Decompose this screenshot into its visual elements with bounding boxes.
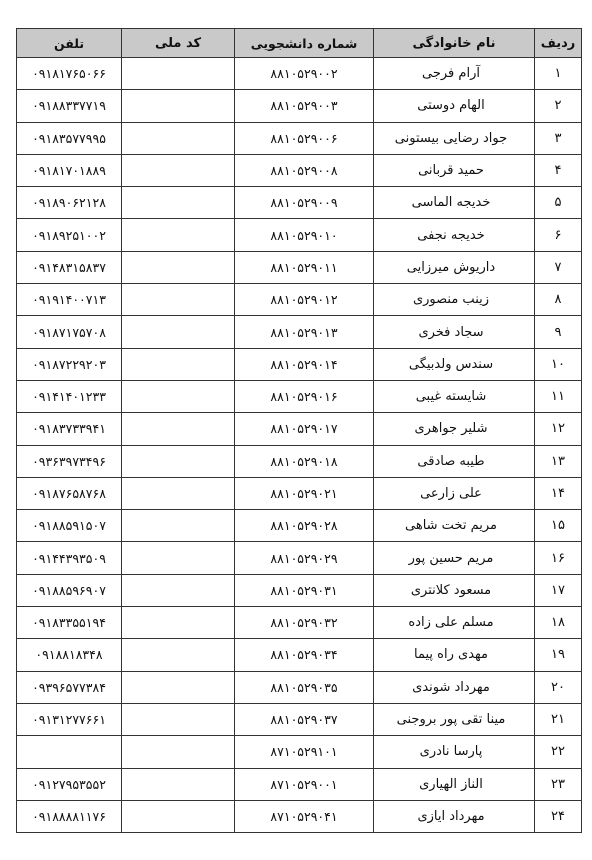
- cell-row-number: ۹: [535, 316, 582, 348]
- table-row: [17, 58, 582, 90]
- cell-student-number: ۸۸۱۰۵۲۹۰۰۸: [235, 154, 374, 186]
- cell-student-number: ۸۸۱۰۵۲۹۰۱۳: [235, 316, 374, 348]
- cell-row-number: ۳: [535, 122, 582, 154]
- cell-phone: ۰۹۳۹۶۵۷۷۳۸۴: [17, 671, 122, 703]
- table-row: [17, 510, 582, 542]
- cell-family-name: مهرداد شوندی: [374, 671, 535, 703]
- cell-national-id: [122, 639, 235, 671]
- cell-national-id: [122, 58, 235, 90]
- cell-row-number: ۴: [535, 154, 582, 186]
- cell-national-id: [122, 90, 235, 122]
- student-roster-sheet: [16, 28, 576, 833]
- table-row: [17, 154, 582, 186]
- cell-phone: ۰۹۱۸۳۵۷۷۹۹۵: [17, 122, 122, 154]
- cell-student-number: ۸۸۱۰۵۲۹۰۰۶: [235, 122, 374, 154]
- cell-family-name: حمید قربانی: [374, 154, 535, 186]
- cell-phone: ۰۹۱۴۱۴۰۱۲۳۳: [17, 380, 122, 412]
- cell-student-number: ۸۸۱۰۵۲۹۰۰۲: [235, 58, 374, 90]
- cell-phone: ۰۹۱۸۷۶۵۸۷۶۸: [17, 477, 122, 509]
- cell-student-number: ۸۷۱۰۵۲۹۰۴۱: [235, 800, 374, 832]
- header-national-id: کد ملی: [122, 29, 235, 58]
- header-phone: تلفن: [17, 29, 122, 58]
- cell-student-number: ۸۸۱۰۵۲۹۰۱۰: [235, 219, 374, 251]
- cell-phone: ۰۹۱۸۸۳۳۷۷۱۹: [17, 90, 122, 122]
- cell-family-name: زینب منصوری: [374, 284, 535, 316]
- cell-family-name: مهدی راه پیما: [374, 639, 535, 671]
- cell-family-name: سجاد فخری: [374, 316, 535, 348]
- header-student-number: شماره دانشجویی: [235, 29, 374, 58]
- cell-family-name: داریوش میرزایی: [374, 251, 535, 283]
- table-row: [17, 316, 582, 348]
- cell-row-number: ۵: [535, 187, 582, 219]
- cell-phone: ۰۹۱۸۳۷۳۳۹۴۱: [17, 413, 122, 445]
- cell-national-id: [122, 703, 235, 735]
- table-row: [17, 187, 582, 219]
- cell-student-number: ۸۸۱۰۵۲۹۰۱۱: [235, 251, 374, 283]
- table-header: [17, 29, 582, 58]
- cell-row-number: ۶: [535, 219, 582, 251]
- table-row: [17, 607, 582, 639]
- table-row: [17, 477, 582, 509]
- cell-student-number: ۸۸۱۰۵۲۹۰۱۶: [235, 380, 374, 412]
- header-row: [17, 29, 582, 58]
- cell-national-id: [122, 316, 235, 348]
- cell-row-number: ۱۴: [535, 477, 582, 509]
- cell-student-number: ۸۸۱۰۵۲۹۰۲۹: [235, 542, 374, 574]
- cell-family-name: علی زارعی: [374, 477, 535, 509]
- cell-row-number: ۲۳: [535, 768, 582, 800]
- table-row: [17, 736, 582, 768]
- cell-phone: ۰۹۱۸۹۰۶۲۱۲۸: [17, 187, 122, 219]
- table-row: [17, 703, 582, 735]
- cell-national-id: [122, 122, 235, 154]
- cell-student-number: ۸۸۱۰۵۲۹۰۲۸: [235, 510, 374, 542]
- cell-family-name: طیبه صادقی: [374, 445, 535, 477]
- cell-national-id: [122, 187, 235, 219]
- cell-family-name: الناز الهیاری: [374, 768, 535, 800]
- cell-phone: ۰۹۱۸۸۱۸۳۴۸: [17, 639, 122, 671]
- cell-row-number: ۲: [535, 90, 582, 122]
- cell-student-number: ۸۸۱۰۵۲۹۰۱۴: [235, 348, 374, 380]
- cell-family-name: مینا تقی پور بروجنی: [374, 703, 535, 735]
- cell-row-number: ۱۰: [535, 348, 582, 380]
- table-row: [17, 671, 582, 703]
- cell-phone: ۰۹۱۸۷۱۷۵۷۰۸: [17, 316, 122, 348]
- cell-student-number: ۸۷۱۰۵۲۹۱۰۱: [235, 736, 374, 768]
- cell-student-number: ۸۸۱۰۵۲۹۰۰۳: [235, 90, 374, 122]
- cell-phone: ۰۹۳۶۳۹۷۳۴۹۶: [17, 445, 122, 477]
- cell-student-number: ۸۸۱۰۵۲۹۰۳۲: [235, 607, 374, 639]
- cell-national-id: [122, 348, 235, 380]
- table-row: [17, 122, 582, 154]
- cell-national-id: [122, 251, 235, 283]
- cell-row-number: ۲۱: [535, 703, 582, 735]
- cell-row-number: ۱۷: [535, 574, 582, 606]
- table-row: [17, 639, 582, 671]
- cell-family-name: شلیر جواهری: [374, 413, 535, 445]
- cell-row-number: ۱: [535, 58, 582, 90]
- cell-row-number: ۲۲: [535, 736, 582, 768]
- cell-national-id: [122, 510, 235, 542]
- table-row: [17, 768, 582, 800]
- cell-phone: ۰۹۱۸۱۷۶۵۰۶۶: [17, 58, 122, 90]
- cell-national-id: [122, 477, 235, 509]
- cell-student-number: ۸۸۱۰۵۲۹۰۳۴: [235, 639, 374, 671]
- cell-phone: ۰۹۱۹۱۴۰۰۷۱۳: [17, 284, 122, 316]
- cell-national-id: [122, 574, 235, 606]
- cell-row-number: ۸: [535, 284, 582, 316]
- cell-phone: ۰۹۱۸۸۸۸۱۱۷۶: [17, 800, 122, 832]
- cell-row-number: ۱۲: [535, 413, 582, 445]
- cell-row-number: ۱۱: [535, 380, 582, 412]
- cell-student-number: ۸۸۱۰۵۲۹۰۱۸: [235, 445, 374, 477]
- cell-phone: ۰۹۱۲۷۹۵۳۵۵۲: [17, 768, 122, 800]
- cell-family-name: مهرداد ایازی: [374, 800, 535, 832]
- cell-national-id: [122, 671, 235, 703]
- cell-family-name: جواد رضایی بیستونی: [374, 122, 535, 154]
- cell-national-id: [122, 768, 235, 800]
- cell-family-name: سندس ولدبیگی: [374, 348, 535, 380]
- cell-national-id: [122, 413, 235, 445]
- table-row: [17, 574, 582, 606]
- cell-phone: ۰۹۱۳۱۲۷۷۶۶۱: [17, 703, 122, 735]
- cell-family-name: مسعود کلانتری: [374, 574, 535, 606]
- cell-family-name: الهام دوستی: [374, 90, 535, 122]
- table-body: [17, 58, 582, 833]
- cell-student-number: ۸۸۱۰۵۲۹۰۳۱: [235, 574, 374, 606]
- table-row: [17, 445, 582, 477]
- cell-student-number: ۸۸۱۰۵۲۹۰۱۲: [235, 284, 374, 316]
- cell-national-id: [122, 607, 235, 639]
- cell-family-name: مسلم علی زاده: [374, 607, 535, 639]
- table-row: [17, 542, 582, 574]
- cell-family-name: خدیجه الماسی: [374, 187, 535, 219]
- cell-phone: ۰۹۱۸۸۵۹۶۹۰۷: [17, 574, 122, 606]
- cell-student-number: ۸۸۱۰۵۲۹۰۲۱: [235, 477, 374, 509]
- cell-national-id: [122, 800, 235, 832]
- cell-row-number: ۱۳: [535, 445, 582, 477]
- cell-family-name: مریم تخت شاهی: [374, 510, 535, 542]
- cell-phone: ۰۹۱۸۹۲۵۱۰۰۲: [17, 219, 122, 251]
- cell-row-number: ۱۹: [535, 639, 582, 671]
- cell-national-id: [122, 284, 235, 316]
- cell-national-id: [122, 219, 235, 251]
- cell-student-number: ۸۸۱۰۵۲۹۰۱۷: [235, 413, 374, 445]
- cell-row-number: ۷: [535, 251, 582, 283]
- table-row: [17, 251, 582, 283]
- cell-family-name: شایسته غیبی: [374, 380, 535, 412]
- cell-row-number: ۱۵: [535, 510, 582, 542]
- cell-student-number: ۸۸۱۰۵۲۹۰۳۷: [235, 703, 374, 735]
- cell-row-number: ۲۰: [535, 671, 582, 703]
- table-row: [17, 380, 582, 412]
- cell-family-name: آرام فرجی: [374, 58, 535, 90]
- cell-row-number: ۲۴: [535, 800, 582, 832]
- cell-national-id: [122, 380, 235, 412]
- cell-national-id: [122, 154, 235, 186]
- table-row: [17, 284, 582, 316]
- cell-family-name: خدیجه نجفی: [374, 219, 535, 251]
- table-row: [17, 219, 582, 251]
- cell-family-name: مریم حسین پور: [374, 542, 535, 574]
- student-roster-table: [16, 28, 582, 833]
- table-row: [17, 348, 582, 380]
- cell-national-id: [122, 445, 235, 477]
- cell-national-id: [122, 736, 235, 768]
- cell-row-number: ۱۶: [535, 542, 582, 574]
- cell-phone: ۰۹۱۴۴۳۹۳۵۰۹: [17, 542, 122, 574]
- cell-student-number: ۸۷۱۰۵۲۹۰۰۱: [235, 768, 374, 800]
- table-row: [17, 90, 582, 122]
- cell-row-number: ۱۸: [535, 607, 582, 639]
- header-family-name: نام خانوادگی: [374, 29, 535, 58]
- cell-family-name: پارسا نادری: [374, 736, 535, 768]
- cell-phone: ۰۹۱۸۳۳۵۵۱۹۴: [17, 607, 122, 639]
- cell-phone: ۰۹۱۸۱۷۰۱۸۸۹: [17, 154, 122, 186]
- cell-phone: [17, 736, 122, 768]
- cell-national-id: [122, 542, 235, 574]
- table-row: [17, 413, 582, 445]
- header-row-number: ردیف: [535, 29, 582, 58]
- cell-phone: ۰۹۱۸۷۲۲۹۲۰۳: [17, 348, 122, 380]
- cell-student-number: ۸۸۱۰۵۲۹۰۰۹: [235, 187, 374, 219]
- cell-phone: ۰۹۱۸۸۵۹۱۵۰۷: [17, 510, 122, 542]
- cell-student-number: ۸۸۱۰۵۲۹۰۳۵: [235, 671, 374, 703]
- cell-phone: ۰۹۱۴۸۳۱۵۸۳۷: [17, 251, 122, 283]
- table-row: [17, 800, 582, 832]
